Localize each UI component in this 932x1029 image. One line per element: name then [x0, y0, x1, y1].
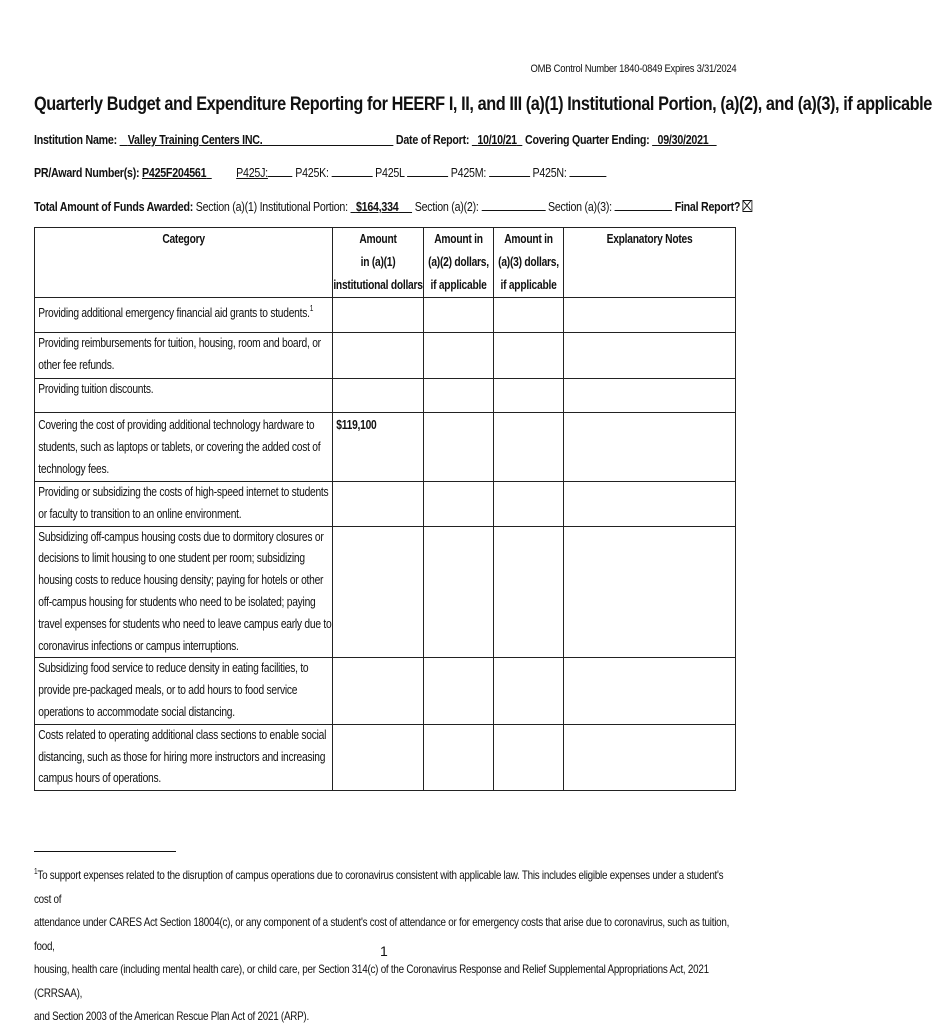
amount-a2-cell[interactable]: [424, 379, 494, 413]
table-header-row: [35, 228, 736, 298]
table-row: [35, 482, 736, 527]
amount-a1-cell[interactable]: [333, 379, 424, 413]
footnote-divider: [34, 851, 176, 852]
table-row: [35, 298, 736, 333]
amount-a2-cell[interactable]: [424, 724, 494, 790]
final-report-label: Final Report?: [674, 199, 741, 214]
funds-line: [34, 198, 752, 214]
amount-a1-cell[interactable]: [333, 298, 424, 333]
section-a2-label: Section (a)(2):: [414, 199, 479, 214]
category-cell: Providing or subsidizing the costs of high-speed internet to students or faculty to transition to an online environment.: [35, 482, 333, 527]
notes-cell[interactable]: [564, 658, 736, 724]
omb-control-number: OMB Control Number 1840-0849 Expires 3/31/2024: [530, 63, 736, 75]
header-amount-a1: Amount in (a)(1) institutional dollars: [333, 228, 424, 298]
p425n-label: P425N:: [532, 165, 567, 180]
header-amount-a2: Amount in (a)(2) dollars, if applicable: [424, 228, 494, 298]
award-line: [34, 164, 606, 180]
amount-a2-cell[interactable]: [424, 333, 494, 379]
category-cell: Costs related to operating additional class sections to enable social distancing, such as those for hiring more instructors and increasing campus hours of operations.: [35, 724, 333, 790]
footnote-mark: 1: [34, 867, 38, 876]
amount-a3-cell[interactable]: [494, 658, 564, 724]
budget-table: [34, 227, 736, 791]
p425l-label: P425L: [375, 165, 405, 180]
award-label: PR/Award Number(s):: [34, 165, 140, 180]
amount-a2-cell[interactable]: [424, 413, 494, 482]
section-a1-label: Section (a)(1) Institutional Portion:: [195, 199, 348, 214]
amount-a3-cell[interactable]: [494, 413, 564, 482]
amount-a2-cell[interactable]: [424, 526, 494, 658]
amount-a2-cell[interactable]: [424, 298, 494, 333]
section-a3-label: Section (a)(3):: [547, 199, 612, 214]
table-row: [35, 413, 736, 482]
table-row: [35, 333, 736, 379]
category-cell: Providing additional emergency financial aid grants to students.$^1$: [35, 298, 333, 333]
notes-cell[interactable]: [564, 333, 736, 379]
section-a1-value: $164,334: [355, 199, 399, 214]
table-row: [35, 724, 736, 790]
notes-cell[interactable]: [564, 298, 736, 333]
category-cell: Providing reimbursements for tuition, housing, room and board, or other fee refunds.: [35, 333, 333, 379]
amount-a2-cell[interactable]: [424, 482, 494, 527]
institution-line: [34, 132, 717, 147]
date-value: 10/10/21: [477, 132, 517, 147]
p425k-label: P425K:: [295, 165, 329, 180]
notes-cell[interactable]: [564, 724, 736, 790]
funds-label: Total Amount of Funds Awarded:: [34, 199, 194, 214]
amount-a3-cell[interactable]: [494, 482, 564, 527]
category-cell: Providing tuition discounts.: [35, 379, 333, 413]
footnote: $^1$To support expenses related to the disruption of campus operations due to coronavirus consistent with applicable law. This includes eligible expenses under a student's cost of attendance under CARES Act Section 18004(c), or any component of a student's cost of attendance or for emergency costs that arise due to coronavirus, such as tuition, food, housing, health care (including mental health care), or child care, per Section 314(c) of the Coronavirus Response and Relief Supplemental Appropriations Act, 2021 (CRRSAA), and Section 2003 of the American Rescue Plan Act of 2021 (ARP).: [34, 867, 730, 1023]
notes-cell[interactable]: [564, 413, 736, 482]
page-title: Quarterly Budget and Expenditure Reporting for HEERF I, II, and III (a)(1) Institutional Portion, (a)(2), and (a)(3), if applicable: [34, 93, 932, 115]
amount-a1-cell[interactable]: $119,100: [333, 413, 424, 482]
date-label: Date of Report:: [395, 132, 470, 147]
institution-value: Valley Training Centers INC._______________________: [127, 132, 394, 147]
amount-a3-cell[interactable]: [494, 379, 564, 413]
header-amount-a3: Amount in (a)(3) dollars, if applicable: [494, 228, 564, 298]
amount-a1-cell[interactable]: [333, 724, 424, 790]
header-notes: Explanatory Notes: [564, 228, 736, 298]
table-row: [35, 379, 736, 413]
institution-label: Institution Name:: [34, 132, 117, 147]
amount-a3-cell[interactable]: [494, 526, 564, 658]
amount-a1-cell[interactable]: [333, 526, 424, 658]
amount-a3-cell[interactable]: [494, 724, 564, 790]
quarter-label: Covering Quarter Ending:: [525, 132, 650, 147]
page-number: 1: [380, 943, 388, 959]
award-value: P425F204561: [142, 165, 207, 180]
notes-cell[interactable]: [564, 526, 736, 658]
notes-cell[interactable]: [564, 379, 736, 413]
amount-a1-cell[interactable]: [333, 482, 424, 527]
amount-a2-cell[interactable]: [424, 658, 494, 724]
amount-a1-cell[interactable]: [333, 333, 424, 379]
quarter-value: 09/30/2021: [657, 132, 709, 147]
amount-a1-cell[interactable]: [333, 658, 424, 724]
amount-a3-cell[interactable]: [494, 298, 564, 333]
table-row: [35, 658, 736, 724]
final-report-checkbox[interactable]: [743, 200, 753, 212]
category-cell: Subsidizing off-campus housing costs due to dormitory closures or decisions to limit housing to one student per room; subsidizing housing costs to reduce housing density; paying for hotels or other off-campus housing for students who need to be isolated; paying travel expenses for students who need to leave campus early due to coronavirus infections or campus interruptions.: [35, 526, 333, 658]
notes-cell[interactable]: [564, 482, 736, 527]
table-row: [35, 526, 736, 658]
category-cell: Subsidizing food service to reduce density in eating facilities, to provide pre-packaged meals, or to add hours to food service operations to accommodate social distancing.: [35, 658, 333, 724]
p425m-label: P425M:: [450, 165, 487, 180]
category-cell: Covering the cost of providing additional technology hardware to students, such as laptops or tablets, or covering the added cost of technology fees.: [35, 413, 333, 482]
header-category: Category: [35, 228, 333, 298]
p425j-label: P425J:: [236, 165, 268, 180]
amount-a3-cell[interactable]: [494, 333, 564, 379]
